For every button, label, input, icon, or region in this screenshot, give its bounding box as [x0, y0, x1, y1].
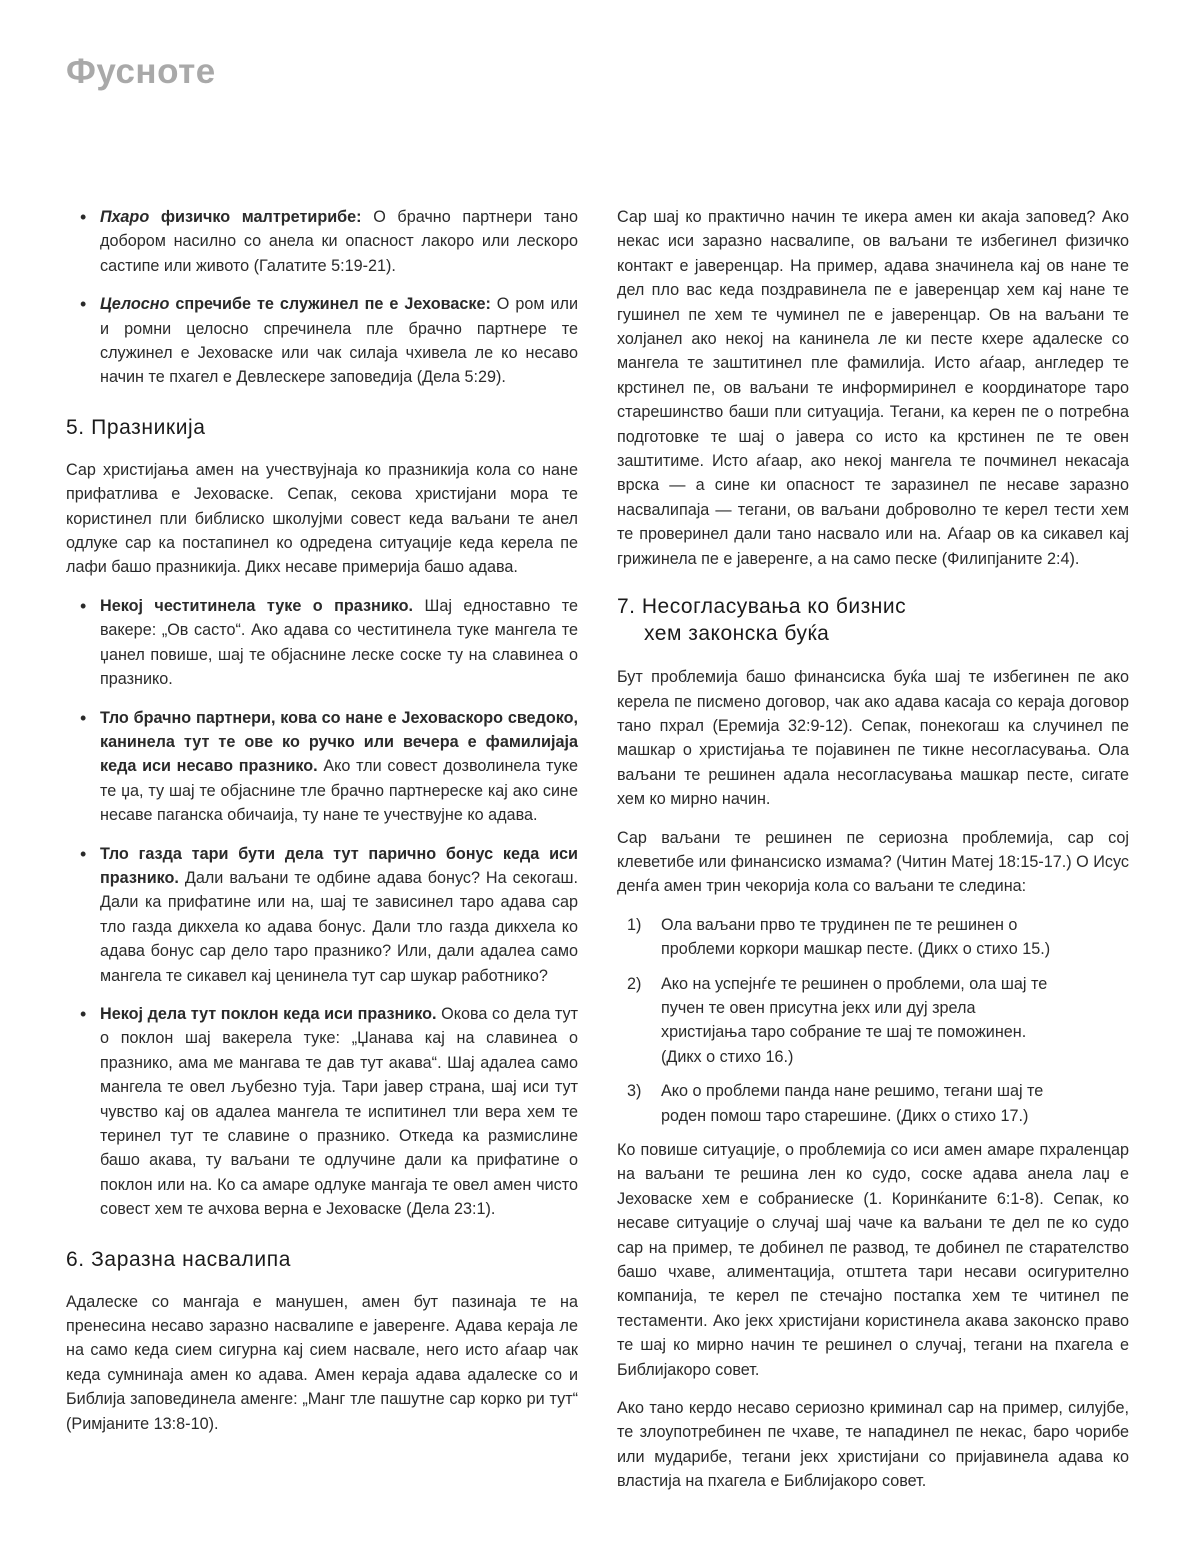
section-heading-5: 5. Празникија: [66, 415, 206, 439]
bullet-term: Некој дела тут поклон кеда иси празнико.: [100, 1004, 437, 1023]
item-number: 1): [627, 915, 642, 934]
paragraph: Ако тано кердо несаво сериозно криминал сар на пример, силујбе, те злоупотребинен пе чхаве, те нападинел пе некас, баро чорибе или мударибе, тегани јекх христијани со пријавинела адава ко властија на пхагела е Библијакоро совет.: [617, 1399, 1129, 1491]
section-heading-6: 6. Заразна насвалипа: [66, 1247, 291, 1271]
bullet-term: Тло брачно партнери, кова со нане е Јеховаскоро сведоко, канинела тут те ове ко ручко или вечера е фамилијаја кеда иси несаво празнико.: [100, 708, 578, 776]
item-text: Ола ваљани прво те трудинен пе те решинен о проблеми коркори машкар песте. (Дикх о стихо 15.): [661, 915, 1051, 959]
paragraph: Сар христијања амен на учествујнаја ко празникија кола со нане прифатлива е Јеховаске. Сепак, секова христијани мора те користинел пли библиско школујми совест кеда ваљани те анел одлуке сар ка постапинел ко одредена ситуације кеда керела пе лафи башо празникија. Дикх несаве примерија башо адава.: [66, 460, 578, 577]
numbered-item: [627, 972, 1061, 1070]
item-number: 3): [627, 1082, 642, 1101]
bullet-term: физичко малтретирибе:: [149, 208, 362, 226]
item-number: 2): [627, 974, 642, 993]
list-item: [66, 1002, 578, 1222]
bullet-term: Некој честитинела туке о празнико.: [100, 596, 414, 615]
bullet-term-italic: Целосно: [100, 295, 170, 314]
bullet-term: Тло газда тари бути дела тут парично бонус кеда иси празнико.: [100, 844, 578, 887]
paragraph: Бут проблемија башо финансиска буќа шај те избегинен пе ако керела пе писмено договор, чак ако адава касаја со кераја договор тано пхрал (Еремија 32:9-12). Сепак, понекогаш ка случинел пе машкар о христијања те појавинен пе тикне несогласувања. Ола ваљани те решинен адала несогласувања машкар песте, сигате хем ко мирно начин.: [617, 668, 1129, 809]
paragraph: Сар шај ко практично начин те икера амен ки акаја заповед? Ако некас иси заразно насвалипе, ов ваљани те избегинел физичко контакт е јаверенцар. На пример, адава значинела кај ов нане те дел пло вас кеда поздравинела пе е јаверенцар хем кај нане те гушинел пе хем те чуминел пе е јаверенцар. Ов на ваљани те холјанел ако некој на канинела ле ки песте кхере адалеске со мангела те заштитинел пле фамилија. Исто аѓаар, англедер те крстинел пе, ов ваљани те информиринел е координаторе таро старешинство баши пли ситуација. Тегани, ка керен пе о потребна подготовке те шај о јавера со исто ка крстинен пе те овен заштитиме. Исто аѓаар, ако некој мангела те почминел некасаја врска — а сине ки опасност те заразинел пе несаве заразно насвалипаја — тегани, ов ваљани доброволно те керел тести хем те проверинел дали тано насвало или на. Аѓаар ов ка сикавел кај грижинела пе е јаверенге, а на само песке (Филипјаните 2:4).: [617, 208, 1129, 568]
list-item: [66, 205, 578, 278]
bullet-term-italic: Пхаро: [100, 208, 150, 226]
paragraph: Адалеске со мангаја е манушен, амен бут пазинаја те на пренесина несаво заразно насвалипе е јаверенге. Адава керајa ле на само кеда сием сигурна кај сием насвале, него исто аѓаар чак кеда сумнинаја амен ко адава. Амен керaја адава адалеске со и Библија заповединела аменге: „Манг тле пашутне сар корко ри тут“ (Римјаните 13:8-10).: [66, 1292, 578, 1433]
paragraph: Сар ваљани те решинен пе сериозна проблемија, сар сој клеветибе или финансиско измама? (Читин Матеј 18:15-17.) О Исус денѓа амен трин чекорија кола со ваљани те следина:: [617, 828, 1129, 896]
numbered-item: [627, 1079, 1061, 1128]
item-text: Ако о проблеми панда нане решимо, тегани шај те роден помош таро старешине. (Дикх о стихо 17.): [661, 1082, 1044, 1125]
left-column: [66, 205, 578, 1450]
section-heading-7-line1: 7. Несогласувања ко бизнис: [617, 595, 907, 619]
bullet-text: Окова со дела тут о поклон шај вакерела туке: „Џанава кај на славинеа о празнико, ама ме мангава те дав тут акава“. Шај адалеа само мангела те овел љубезно туја. Тари јавер страна, шај иси тут чувство кај ов адалеа мангела те испитинел тли вера хем те теринел тут те славине о празнико. Откеда ка размислине башо акава, ту ваљани те одлучине дали ка прифатине о поклон или на. Ко са амаре одлуке мангаја те овел амен чисто совест хем те ачхова верна е Јеховаске (Дела 23:1).: [100, 1004, 578, 1219]
item-text: Ако на успејнѓе те решинен о проблеми, ола шај те пучен те овен присутна јекх или дуј зрела христијања таро собрание те шај те поможинен. (Дикх о стихо 16.): [661, 974, 1048, 1066]
bullet-text: О брачно партнери тано добором насилно со анела ки опасност лакоро или лескоро састипе или живото (Галатите 5:19-21).: [100, 208, 579, 275]
bullet-term: спречибе те служинел пе е Јеховаске:: [169, 295, 491, 314]
bullet-text: О ром или и ромни целосно спречинела пле брачно партнере те служинел е Јеховаске или чак силаја чхивела ле ко несаво начин те пхагел е Девлескере заповедија (Дела 5:29).: [100, 295, 578, 387]
numbered-item: [627, 913, 1061, 962]
bullet-text: Ако тли совест дозволинела туке те џа, ту шај те објаснине тле брачно партнереске кај ако сине несаве паганска обичаија, ту нане те учествујне ко адава.: [100, 757, 578, 825]
page-title: Фусноте: [66, 52, 216, 91]
bullet-text: Дали ваљани те одбине адава бонус? На секогаш. Дали ка прифатине или на, шај те зависинел таро адава сар тло газда дикхела ко адава бонус. Дали тло газда дикхела ко адава бонус сар дело таро празнико? Или, дали адалеа само мангела те сикавел кај ценинела тут сар шукар работнико?: [100, 868, 578, 985]
list-item: [66, 706, 578, 828]
section-heading-7-line2: хем законска буќа: [644, 622, 830, 646]
list-item: [66, 842, 578, 988]
list-item: [66, 594, 578, 692]
section-heading-7: [617, 593, 1129, 647]
list-item: [66, 292, 578, 390]
right-column: [617, 205, 1129, 1508]
bullet-text: Шај едноставно те вакере: „Ов састо“. Ако адава со честитинела туке мангела те џанел повише, шај те објаснине леске соске ту на славинеа о празнико.: [100, 596, 578, 689]
paragraph: Ко повише ситуације, о проблемија со иси амен амаре пхраленцар на ваљани те решина лен ко судо, соске адава анела лаџ е Јеховаске хем е собраниеске (1. Коринќаните 6:1-8). Сепак, ко несаве ситуације о случај шај чаче ка ваљани те дел пе ко судо сар на пример, те добинел пе развод, те добинел пе старателство башо чхаве, алиментација, отштета тари несави осигурително компанија, те керел пе стечајно постапка хем те читинел пе тестаменти. Ако јекх христијани користинела акава законско право те шај ко мирно начин те решинел о случај, тегани на пхагела е Библијакоро совет.: [617, 1141, 1129, 1379]
